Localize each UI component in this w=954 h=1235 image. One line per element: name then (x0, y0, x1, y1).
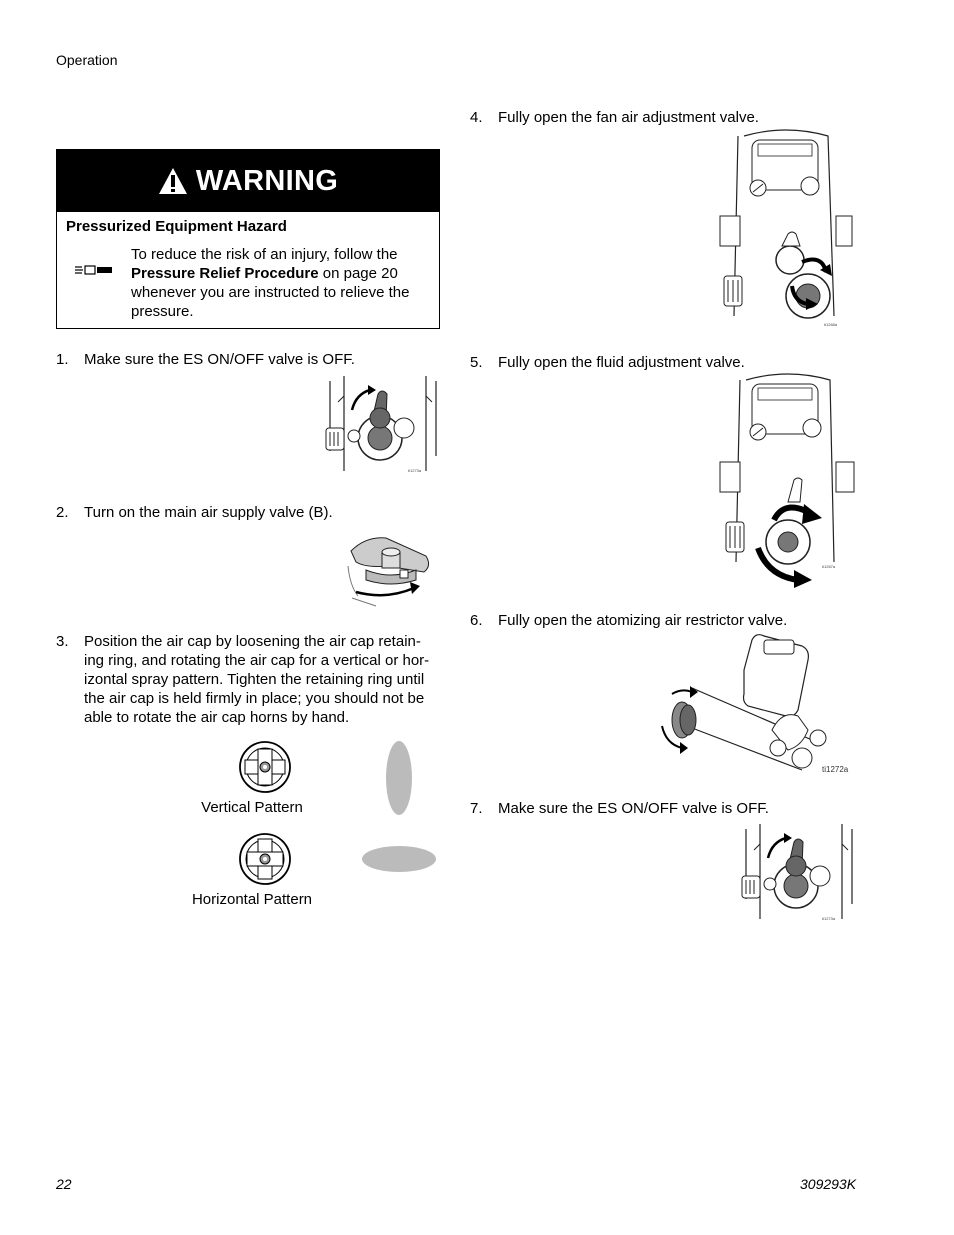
air-supply-valve-figure (346, 526, 438, 614)
step-7 (470, 799, 890, 819)
step-text-line: izontal spray pattern. Tighten the retaining ring until (84, 671, 425, 688)
step-text: Fully open the fan air adjustment valve. (498, 109, 759, 126)
air-cap-horizontal-figure (238, 832, 292, 886)
warning-title: WARNING (195, 164, 339, 197)
figure-id: ti1273a (822, 916, 836, 921)
step-number: 5. (470, 354, 483, 371)
step-number: 3. (56, 633, 69, 650)
horizontal-spray-pattern-shape (360, 844, 438, 874)
step-5 (470, 353, 890, 373)
step-6 (470, 611, 890, 631)
pressure-relief-link-text: Pressure Relief Procedure (131, 265, 319, 282)
step-text-line: able to rotate the air cap horns by hand. (84, 709, 350, 726)
es-valve-figure-1 (322, 376, 440, 476)
warning-box (56, 149, 440, 329)
step-number: 6. (470, 612, 483, 629)
spray-gun-hazard-icon (74, 264, 114, 276)
step-text: Make sure the ES ON/OFF valve is OFF. (84, 351, 355, 368)
step-4 (470, 108, 890, 128)
step-number: 1. (56, 351, 69, 368)
step-text-line: Position the air cap by loosening the air cap retain- (84, 633, 421, 650)
fan-air-valve-figure (716, 126, 856, 330)
horizontal-pattern-caption: Horizontal Pattern (191, 891, 313, 908)
step-2 (56, 503, 436, 523)
step-number: 2. (56, 504, 69, 521)
air-cap-vertical-figure (238, 740, 292, 794)
step-3 (56, 632, 456, 732)
step-number: 7. (470, 800, 483, 817)
vertical-spray-pattern-shape (384, 740, 414, 816)
fluid-valve-figure (718, 372, 858, 590)
hazard-text (131, 245, 431, 321)
figure-id: ti1272a (822, 765, 849, 774)
atomizing-valve-figure (652, 630, 852, 776)
es-valve-figure-2 (738, 824, 856, 924)
section-label: Operation (56, 52, 118, 68)
step-text-line: ing ring, and rotating the air cap for a vertical or hor- (84, 652, 430, 669)
warning-triangle-icon (158, 167, 188, 195)
step-1 (56, 350, 436, 370)
hazard-title: Pressurized Equipment Hazard (66, 218, 287, 235)
step-text (84, 632, 454, 727)
step-text: Fully open the fluid adjustment valve. (498, 354, 745, 371)
document-number: 309293K (800, 1176, 857, 1192)
figure-id: ti1268a (824, 322, 838, 327)
step-text-line: the air cap is held firmly in place; you should not be (84, 690, 425, 707)
step-text: Turn on the main air supply valve (B). (84, 504, 333, 521)
figure-id: ti1273a (408, 468, 422, 473)
step-number: 4. (470, 109, 483, 126)
step-text: Fully open the atomizing air restrictor valve. (498, 612, 788, 629)
warning-header (57, 150, 439, 212)
step-text: Make sure the ES ON/OFF valve is OFF. (498, 800, 769, 817)
page-number: 22 (56, 1176, 72, 1192)
hazard-text-before: To reduce the risk of an injury, follow the (131, 246, 398, 263)
vertical-pattern-caption: Vertical Pattern (201, 799, 303, 816)
figure-id: ti1267a (822, 564, 836, 569)
hazard-text-after: on page 20 whenever you are instructed to relieve the pressure. (131, 265, 410, 320)
